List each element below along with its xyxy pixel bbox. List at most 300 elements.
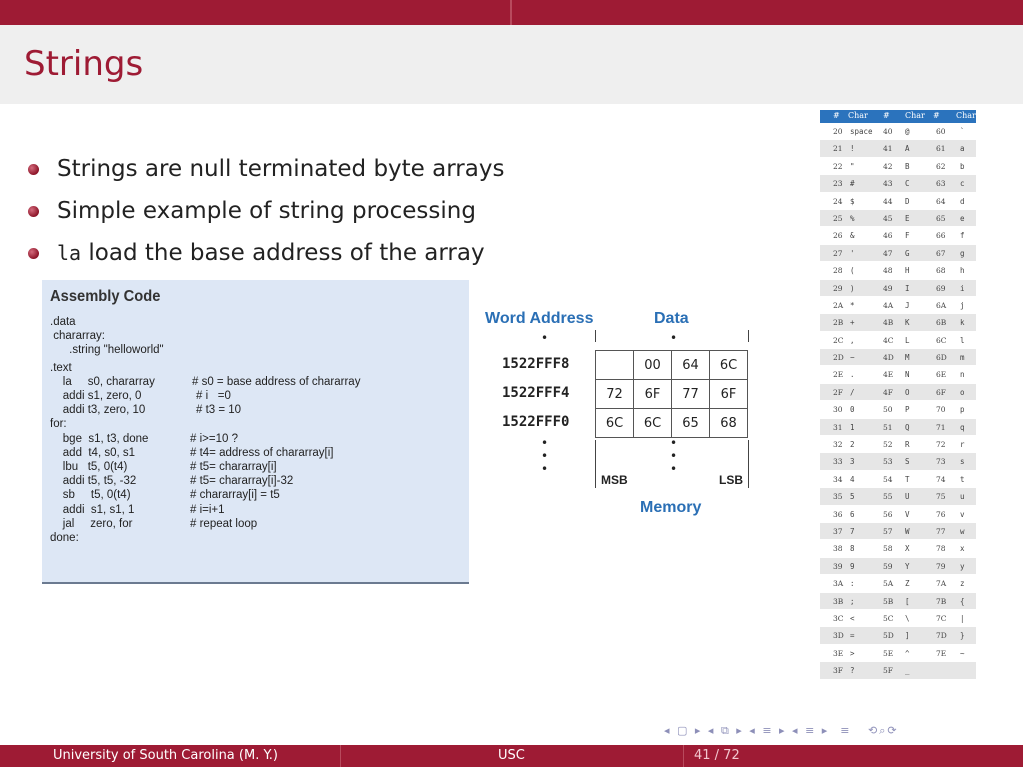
ascii-code-cell: 25 <box>833 213 843 223</box>
ascii-code-cell: 79 <box>936 561 946 571</box>
code-comment: # i =0 <box>196 390 231 402</box>
ascii-code-cell: 21 <box>833 144 843 154</box>
code-comment: # repeat loop <box>190 517 258 530</box>
ascii-code-cell: 29 <box>833 283 843 293</box>
ascii-row <box>820 210 976 227</box>
code-instruction: sb t5, 0(t4) <box>50 489 131 502</box>
ascii-row <box>820 297 976 314</box>
ascii-char-cell: x <box>960 544 965 554</box>
ascii-code-cell: 58 <box>883 544 893 554</box>
ascii-header-cell: Char <box>956 111 976 120</box>
ascii-char-cell: B <box>905 161 910 171</box>
code-comment: # i>=10 ? <box>190 432 238 445</box>
ascii-char-cell: g <box>960 248 965 258</box>
code-line <box>50 461 277 473</box>
ascii-code-cell: 53 <box>883 457 893 467</box>
ascii-code-cell: 78 <box>936 544 946 554</box>
code-instruction: la s0, chararray <box>50 375 155 388</box>
slide-title: Strings <box>24 44 144 84</box>
ascii-code-cell: 77 <box>936 526 946 536</box>
ascii-code-cell: 6A <box>936 300 947 310</box>
ascii-row <box>820 332 976 349</box>
ascii-char-cell: S <box>905 457 910 467</box>
ascii-code-cell: 7E <box>936 648 947 658</box>
ellipsis-dot-icon: • <box>541 436 549 450</box>
ascii-char-cell: a <box>960 144 965 154</box>
ascii-char-cell: ` <box>960 127 965 136</box>
ascii-code-cell: 2D <box>833 353 844 363</box>
assembly-code-box <box>42 280 469 584</box>
ascii-row <box>820 314 976 331</box>
ascii-char-cell: o <box>960 387 965 397</box>
ascii-char-cell: F <box>905 231 910 241</box>
ascii-row <box>820 488 976 505</box>
ascii-code-cell: 7D <box>936 631 947 641</box>
ascii-char-cell: ; <box>850 596 855 606</box>
ascii-char-cell: w <box>960 526 965 536</box>
memory-diagram <box>480 300 760 530</box>
ascii-code-cell: 43 <box>883 179 893 189</box>
page-number: 41 / 72 <box>694 748 740 763</box>
bullet-item <box>28 232 504 274</box>
ascii-char-cell: " <box>850 161 855 171</box>
ascii-char-cell: q <box>960 422 965 432</box>
ellipsis-dot-icon: • <box>670 436 678 450</box>
code-instruction: done: <box>50 532 79 544</box>
ascii-row <box>820 262 976 279</box>
memory-byte-cell: 64 <box>672 351 710 380</box>
ascii-char-cell: v <box>960 509 965 519</box>
ascii-char-cell: H <box>905 266 910 276</box>
ascii-header-cell: # <box>833 111 840 120</box>
ascii-code-cell: 34 <box>833 474 843 484</box>
ascii-code-cell: 41 <box>883 144 893 154</box>
ascii-code-cell: 47 <box>883 248 893 258</box>
ascii-char-cell: Q <box>905 422 910 432</box>
ascii-code-cell: 4F <box>883 387 893 397</box>
ascii-code-cell: 7B <box>936 596 947 606</box>
ascii-code-cell: 2E <box>833 370 844 380</box>
ascii-char-cell: O <box>905 387 910 397</box>
ascii-char-cell: > <box>850 648 855 658</box>
ascii-code-cell: 33 <box>833 457 843 467</box>
ascii-char-cell: p <box>960 405 965 415</box>
bullet-code: la <box>57 241 82 265</box>
ascii-char-cell: + <box>850 318 855 328</box>
ascii-code-cell: 70 <box>936 405 946 415</box>
bullet-list <box>28 148 504 274</box>
code-line <box>50 390 231 402</box>
ascii-char-cell: | <box>960 613 965 623</box>
code-line <box>50 316 76 328</box>
code-comment: # i=i+1 <box>190 503 225 516</box>
memory-label: Memory <box>640 499 702 516</box>
code-instruction: add t4, s0, s1 <box>50 446 136 459</box>
ascii-char-cell: b <box>960 161 965 171</box>
lsb-label: LSB <box>719 473 743 487</box>
ascii-code-cell: 73 <box>936 457 946 467</box>
ascii-row <box>820 523 976 540</box>
ascii-code-cell: 6C <box>936 335 947 345</box>
ascii-code-cell: 68 <box>936 266 946 276</box>
ascii-char-cell: V <box>905 509 910 519</box>
code-line <box>50 344 164 356</box>
code-instruction: addi t3, zero, 10 <box>50 404 146 417</box>
code-line <box>50 532 79 544</box>
ellipsis-dot-icon: • <box>541 449 549 463</box>
ascii-row <box>820 610 976 627</box>
ascii-code-cell: 5D <box>883 631 894 641</box>
ascii-code-cell: 39 <box>833 561 843 571</box>
code-line <box>50 489 280 502</box>
code-line <box>50 404 242 417</box>
ascii-char-cell: P <box>905 405 910 415</box>
bullet-item <box>28 148 504 190</box>
ascii-code-cell: 38 <box>833 544 843 554</box>
ascii-row <box>820 245 976 262</box>
ascii-char-cell: d <box>960 196 965 206</box>
ascii-table-header <box>820 110 976 123</box>
ascii-row <box>820 280 976 297</box>
code-comment: # t5= chararray[i] <box>190 461 277 473</box>
ascii-code-cell: 32 <box>833 440 843 450</box>
ascii-code-cell: 37 <box>833 526 843 536</box>
memory-row <box>596 409 748 438</box>
memory-byte-cell: 6C <box>710 351 748 380</box>
code-instruction: for: <box>50 418 67 431</box>
memory-byte-cell <box>596 351 634 380</box>
ascii-code-cell: 6D <box>936 353 947 363</box>
ascii-char-cell: m <box>960 353 965 363</box>
ascii-char-cell: M <box>905 353 910 363</box>
memory-byte-cell: 6F <box>634 380 672 409</box>
ascii-code-cell: 59 <box>883 561 893 571</box>
ascii-code-cell: 62 <box>936 161 946 171</box>
ascii-char-cell: h <box>960 266 965 276</box>
ascii-row <box>820 575 976 592</box>
ascii-char-cell: space <box>850 127 873 136</box>
ascii-code-cell: 5E <box>883 648 894 658</box>
code-instruction: jal zero, for <box>50 517 133 530</box>
ascii-char-cell: ' <box>850 248 855 258</box>
ascii-char-cell: G <box>905 248 910 258</box>
ascii-char-cell: n <box>960 370 965 380</box>
ascii-char-cell: , <box>850 335 855 345</box>
memory-row <box>596 380 748 409</box>
memory-table <box>595 350 748 438</box>
code-line <box>50 475 294 488</box>
ascii-code-cell: 2F <box>833 387 843 397</box>
ascii-row <box>820 193 976 210</box>
ellipsis-dot-icon: • <box>670 462 678 476</box>
ascii-code-cell: 35 <box>833 492 843 502</box>
ascii-char-cell: 3 <box>850 457 855 467</box>
ascii-code-cell: 3E <box>833 648 844 658</box>
ascii-row <box>820 540 976 557</box>
ascii-table <box>820 110 976 680</box>
ascii-code-cell: 31 <box>833 422 843 432</box>
ascii-header-cell: Char <box>905 111 925 120</box>
ascii-row <box>820 175 976 192</box>
memory-byte-cell: 6F <box>710 380 748 409</box>
ascii-row <box>820 123 976 140</box>
ascii-char-cell: W <box>905 526 910 536</box>
ascii-char-cell: A <box>905 144 910 154</box>
ascii-code-cell: 65 <box>936 213 946 223</box>
ascii-row <box>820 349 976 366</box>
bullet-text: load the base address of the array <box>81 240 485 266</box>
ascii-code-cell: 52 <box>883 440 893 450</box>
ascii-row <box>820 471 976 488</box>
ascii-char-cell: ) <box>850 283 855 293</box>
ascii-char-cell: 4 <box>850 474 855 484</box>
code-instruction: .string "helloworld" <box>50 344 164 357</box>
ascii-char-cell: 6 <box>850 509 855 519</box>
ascii-row <box>820 436 976 453</box>
code-instruction: .data <box>50 316 76 328</box>
beamer-navigation[interactable]: ◂ ▢ ▸ ◂ ⧉ ▸ ◂ ≡ ▸ ◂ ≡ ▸ ≡ ⟲⌕⟳ <box>664 724 899 737</box>
ascii-code-cell: 44 <box>883 196 893 206</box>
word-address: 1522FFF4 <box>502 385 570 401</box>
ascii-code-cell: 26 <box>833 231 843 241</box>
assembly-heading: Assembly Code <box>50 288 161 305</box>
ascii-char-cell: ( <box>850 266 855 276</box>
ascii-code-cell: 46 <box>883 231 893 241</box>
ascii-char-cell: 0 <box>850 405 855 415</box>
ellipsis-dot-icon: • <box>670 449 678 463</box>
ascii-row <box>820 627 976 644</box>
ascii-code-cell: 7A <box>936 579 947 589</box>
ascii-char-cell: 9 <box>850 561 855 571</box>
ascii-row <box>820 558 976 575</box>
code-comment: # t5= chararray[i]-32 <box>190 475 294 488</box>
ascii-char-cell: s <box>960 457 965 467</box>
ascii-code-cell: 67 <box>936 248 946 258</box>
ascii-code-cell: 23 <box>833 179 843 189</box>
code-line <box>50 432 238 445</box>
ascii-code-cell: 66 <box>936 231 946 241</box>
ascii-char-cell: ~ <box>960 648 965 658</box>
footer-author <box>0 745 340 767</box>
code-instruction: lbu t5, 0(t4) <box>50 461 128 473</box>
memory-byte-cell: 77 <box>672 380 710 409</box>
ascii-char-cell: Y <box>905 561 910 571</box>
ascii-code-cell: 4B <box>883 318 894 328</box>
ellipsis-dot-icon: • <box>541 331 549 345</box>
code-comment: # s0 = base address of chararray <box>192 375 361 388</box>
ascii-row <box>820 227 976 244</box>
code-comment: # t4= address of chararray[i] <box>190 446 334 459</box>
memory-boundary-tick <box>595 440 596 488</box>
ascii-code-cell: 5F <box>883 666 893 676</box>
ascii-char-cell: r <box>960 440 965 450</box>
ascii-code-cell: 2C <box>833 335 844 345</box>
ascii-code-cell: 48 <box>883 266 893 276</box>
ascii-code-cell: 6F <box>936 387 946 397</box>
ascii-code-cell: 69 <box>936 283 946 293</box>
ascii-char-cell: t <box>960 474 965 484</box>
memory-row <box>596 351 748 380</box>
ascii-row <box>820 158 976 175</box>
ascii-code-cell: 63 <box>936 179 946 189</box>
ascii-code-cell: 36 <box>833 509 843 519</box>
ascii-char-cell: _ <box>905 666 910 676</box>
bullet-text: Strings are null terminated byte arrays <box>57 156 505 182</box>
ascii-char-cell: I <box>905 283 910 293</box>
ascii-char-cell: J <box>905 300 910 310</box>
ascii-char-cell: y <box>960 561 965 571</box>
code-line <box>50 362 72 374</box>
footer-bar <box>0 745 1023 767</box>
ascii-char-cell: N <box>905 370 910 380</box>
ascii-code-cell: 6E <box>936 370 947 380</box>
ascii-char-cell: \ <box>905 613 910 623</box>
memory-boundary-tick <box>595 330 596 342</box>
ascii-code-cell: 3B <box>833 596 844 606</box>
ascii-code-cell: 64 <box>936 196 946 206</box>
ascii-row <box>820 645 976 662</box>
ascii-char-cell: e <box>960 213 965 223</box>
bullet-icon <box>28 206 39 217</box>
ascii-code-cell: 5B <box>883 596 894 606</box>
ascii-char-cell: 1 <box>850 422 855 432</box>
ascii-row <box>820 366 976 383</box>
ascii-code-cell: 4E <box>883 370 894 380</box>
ascii-char-cell: f <box>960 231 965 241</box>
memory-byte-cell: 00 <box>634 351 672 380</box>
ascii-row <box>820 453 976 470</box>
ascii-header-cell: # <box>883 111 890 120</box>
ascii-code-cell: 5A <box>883 579 894 589</box>
ascii-char-cell: j <box>960 300 965 310</box>
memory-byte-cell: 72 <box>596 380 634 409</box>
word-address: 1522FFF0 <box>502 414 570 430</box>
ascii-code-cell: 24 <box>833 196 843 206</box>
ascii-row <box>820 593 976 610</box>
ascii-row <box>820 384 976 401</box>
ascii-code-cell: 45 <box>883 213 893 223</box>
ellipsis-dot-icon: • <box>670 331 678 345</box>
code-instruction: addi s1, zero, 0 <box>50 390 142 402</box>
ascii-code-cell: 76 <box>936 509 946 519</box>
ascii-char-cell: % <box>850 213 855 223</box>
code-instruction: chararray: <box>50 330 105 343</box>
ascii-char-cell: / <box>850 387 855 397</box>
ascii-char-cell: − <box>850 353 855 363</box>
ascii-char-cell: 7 <box>850 526 855 536</box>
ascii-char-cell: K <box>905 318 910 328</box>
ascii-char-cell: ! <box>850 144 855 154</box>
ascii-code-cell: 51 <box>883 422 893 432</box>
ascii-char-cell: . <box>850 370 855 380</box>
code-comment: # chararray[i] = t5 <box>190 489 280 502</box>
footer-author-text: University of South Carolina (M. Y.) <box>53 748 278 763</box>
ascii-code-cell: 20 <box>833 127 843 136</box>
bullet-text: Simple example of string processing <box>57 198 476 224</box>
title-bar <box>0 25 1023 104</box>
ascii-code-cell: 7C <box>936 613 947 623</box>
memory-byte-cell: 65 <box>672 409 710 438</box>
memory-byte-cell: 6C <box>634 409 672 438</box>
ascii-row <box>820 662 976 679</box>
code-instruction: addi t5, t5, -32 <box>50 475 137 488</box>
ascii-code-cell: 3D <box>833 631 844 641</box>
ascii-code-cell: 74 <box>936 474 946 484</box>
ascii-char-cell: 5 <box>850 492 855 502</box>
code-line <box>50 503 225 516</box>
ascii-char-cell: ^ <box>905 648 910 658</box>
ascii-char-cell: 8 <box>850 544 855 554</box>
memory-boundary-tick <box>748 330 749 342</box>
ascii-code-cell: 40 <box>883 127 893 136</box>
ascii-char-cell: $ <box>850 196 855 206</box>
ascii-code-cell: 3C <box>833 613 844 623</box>
msb-label: MSB <box>601 473 628 487</box>
ascii-code-cell: 2B <box>833 318 844 328</box>
ascii-code-cell: 57 <box>883 526 893 536</box>
ellipsis-dot-icon: • <box>541 462 549 476</box>
ascii-code-cell: 60 <box>936 127 946 136</box>
code-instruction: bge s1, t3, done <box>50 432 149 445</box>
ascii-char-cell: { <box>960 596 965 606</box>
ascii-row <box>820 401 976 418</box>
ascii-code-cell: 61 <box>936 144 946 154</box>
ascii-char-cell: u <box>960 492 965 502</box>
ascii-char-cell: k <box>960 318 965 328</box>
ascii-char-cell: ] <box>905 631 910 641</box>
ascii-row <box>820 419 976 436</box>
ascii-char-cell: [ <box>905 596 910 606</box>
bullet-item <box>28 190 504 232</box>
ascii-row <box>820 140 976 157</box>
ascii-code-cell: 22 <box>833 161 843 171</box>
ascii-char-cell: C <box>905 179 910 189</box>
ascii-code-cell: 3A <box>833 579 844 589</box>
ascii-char-cell: < <box>850 613 855 623</box>
ascii-char-cell: = <box>850 631 855 641</box>
word-address-label: Word Address <box>485 310 594 327</box>
ascii-code-cell: 3F <box>833 666 843 676</box>
ascii-code-cell: 56 <box>883 509 893 519</box>
data-label: Data <box>654 310 689 327</box>
ascii-char-cell: X <box>905 544 910 554</box>
code-line <box>50 517 258 530</box>
ascii-code-cell: 54 <box>883 474 893 484</box>
ascii-code-cell: 55 <box>883 492 893 502</box>
ascii-code-cell: 4D <box>883 353 894 363</box>
ascii-header-cell: Char <box>848 111 868 120</box>
ascii-code-cell: 49 <box>883 283 893 293</box>
ascii-code-cell: 5C <box>883 613 894 623</box>
footer-institute <box>340 745 684 767</box>
ascii-char-cell: Z <box>905 579 910 589</box>
ascii-code-cell: 71 <box>936 422 946 432</box>
bullet-icon <box>28 164 39 175</box>
ascii-code-cell: 30 <box>833 405 843 415</box>
ascii-char-cell: } <box>960 631 965 641</box>
ascii-code-cell: 28 <box>833 266 843 276</box>
ascii-code-cell: 4C <box>883 335 894 345</box>
ascii-char-cell: z <box>960 579 965 589</box>
memory-boundary-tick <box>748 440 749 488</box>
ascii-char-cell: c <box>960 179 965 189</box>
code-instruction: .text <box>50 361 72 374</box>
ascii-code-cell: 2A <box>833 300 844 310</box>
word-address: 1522FFF8 <box>502 356 570 372</box>
code-line <box>50 330 105 342</box>
footer-institute-text: USC <box>498 748 525 763</box>
ascii-char-cell: 2 <box>850 440 855 450</box>
